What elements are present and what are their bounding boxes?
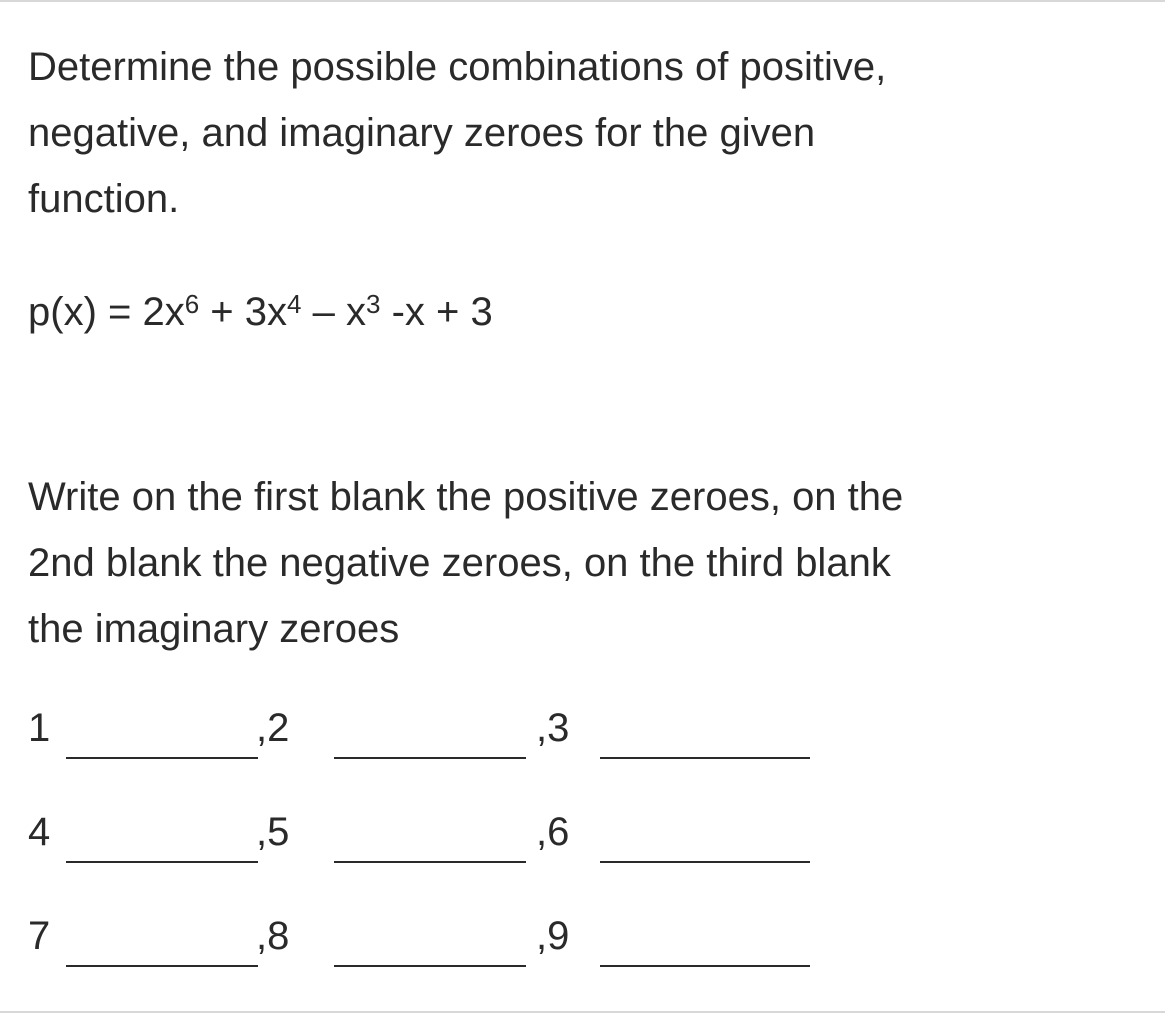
blank-underline[interactable] [334,861,526,863]
answer-blank-7[interactable] [28,908,258,972]
question-text [28,34,1128,232]
blank-underline[interactable] [66,757,258,759]
blank-label: 4 [28,810,51,854]
answer-blanks [28,700,828,1012]
answer-row [28,804,828,908]
blank-underline[interactable] [66,965,258,967]
top-divider [0,0,1165,2]
answer-blank-1[interactable] [28,700,258,764]
answer-blank-8[interactable] [256,908,536,972]
answer-row [28,700,828,804]
blank-label: ,3 [536,706,570,750]
blank-label: ,6 [536,810,570,854]
formula-term: -x + 3 [380,290,493,334]
blank-underline[interactable] [334,757,526,759]
exponent-4: 4 [287,289,302,319]
formula-term: – x [301,290,366,334]
instruction-line: the imaginary zeroes [28,607,400,651]
exponent-3: 3 [365,289,381,319]
question-line: function. [28,177,180,221]
blank-label: ,9 [536,914,570,958]
blank-underline[interactable] [600,965,810,967]
instruction-line: 2nd blank the negative zeroes, on the third blank [28,541,891,585]
answer-blank-4[interactable] [28,804,258,868]
blank-label: ,2 [256,706,290,750]
question-line: Determine the possible combinations of positive, [28,45,887,89]
blank-underline[interactable] [66,861,258,863]
exponent-6: 6 [184,289,200,319]
blank-underline[interactable] [600,861,810,863]
blank-label: 1 [28,706,51,750]
instruction-line: Write on the first blank the positive zeroes, on the [28,475,904,519]
answer-blank-6[interactable] [536,804,816,868]
blank-underline[interactable] [600,757,810,759]
formula-lhs: p(x) = 2x [28,290,185,334]
blank-label: ,5 [256,810,290,854]
answer-row [28,908,828,1012]
answer-blank-2[interactable] [256,700,536,764]
blank-underline[interactable] [334,965,526,967]
polynomial-formula [28,276,493,348]
blank-label: ,8 [256,914,290,958]
question-line: negative, and imaginary zeroes for the given [28,111,816,155]
formula-term: + 3x [199,290,288,334]
answer-blank-5[interactable] [256,804,536,868]
bottom-divider [0,1011,1165,1013]
answer-blank-3[interactable] [536,700,816,764]
answer-blank-9[interactable] [536,908,816,972]
instruction-text [28,464,1148,662]
blank-label: 7 [28,914,51,958]
